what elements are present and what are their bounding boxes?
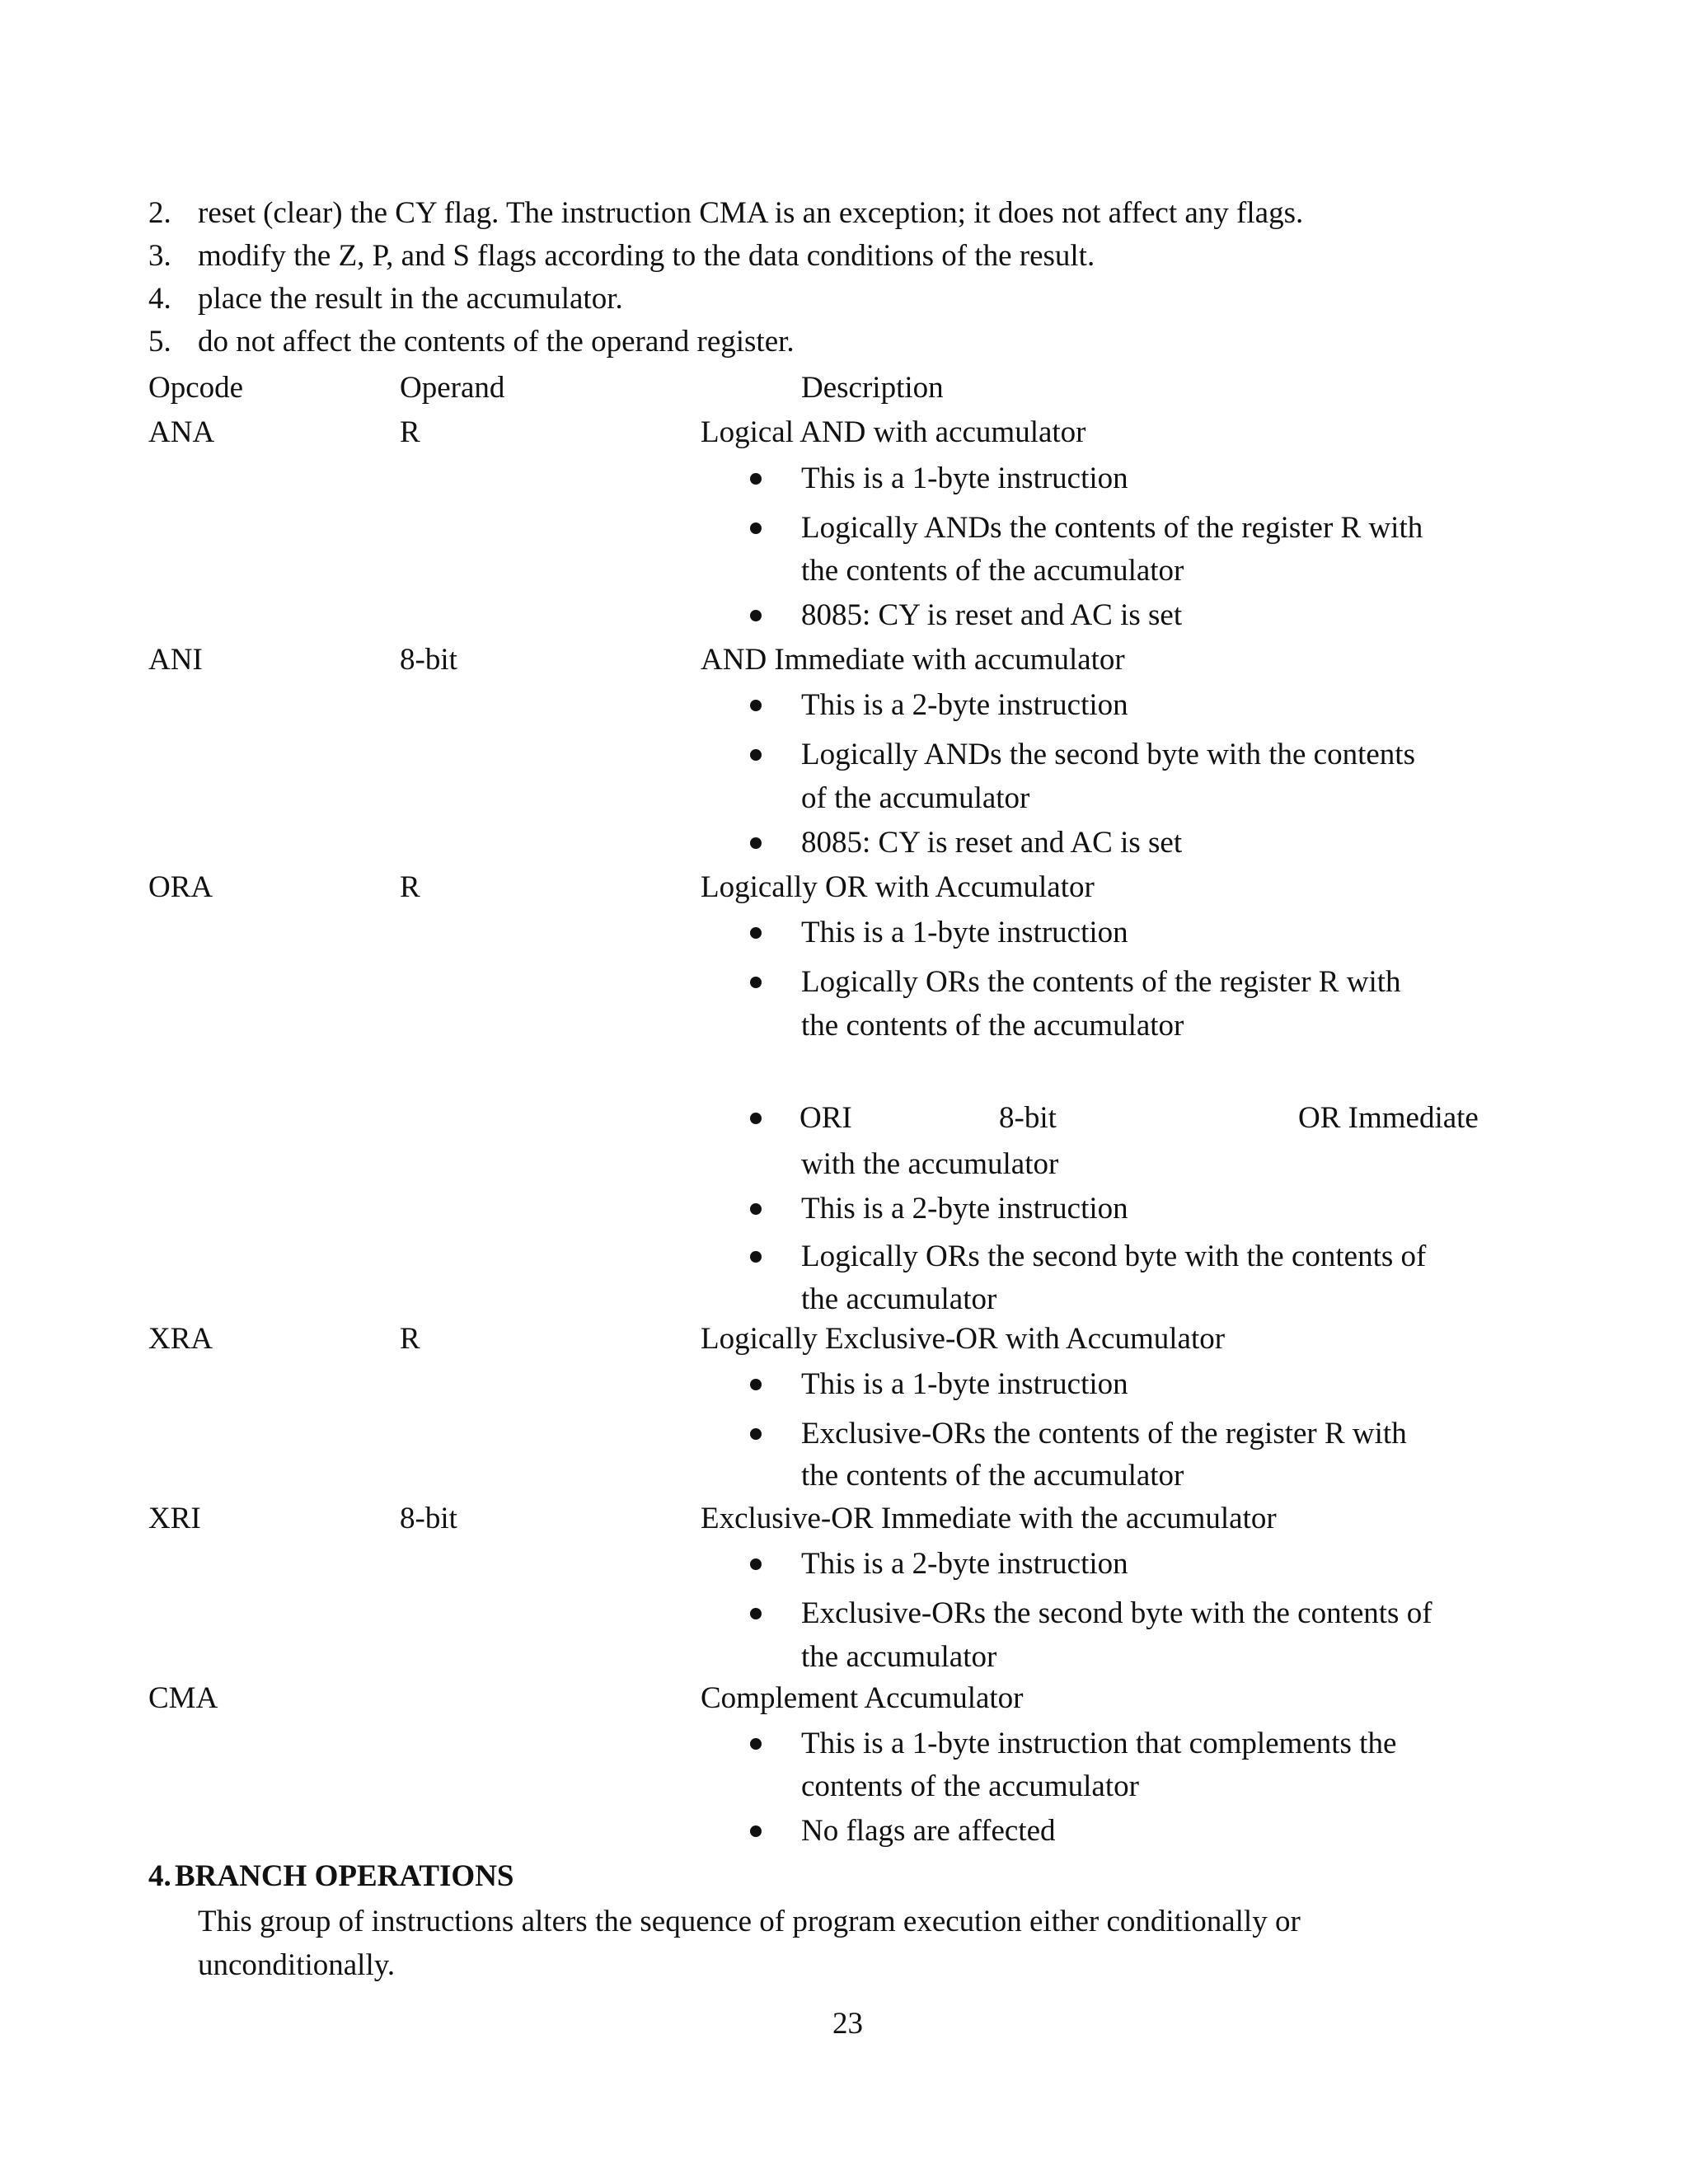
ana-bullet-2: Logically ANDs the contents of the register R with — [801, 511, 1423, 545]
opcode-xra: XRA — [148, 1322, 213, 1356]
bullet-icon — [750, 1738, 762, 1750]
bullet-icon — [750, 1558, 762, 1570]
description-ani: AND Immediate with accumulator — [701, 643, 1125, 677]
opcode-ora: ORA — [148, 870, 213, 904]
opcode-ani: ANI — [148, 643, 203, 677]
header-opcode: Opcode — [148, 371, 244, 405]
bullet-icon — [750, 1608, 762, 1619]
bullet-icon — [750, 837, 762, 849]
operand-ora: R — [400, 870, 420, 904]
description-xri: Exclusive-OR Immediate with the accumulator — [701, 1502, 1277, 1535]
bullet-icon — [750, 523, 762, 534]
list-item-text: reset (clear) the CY flag. The instruction CMA is an exception; it does not affect any flags. — [198, 196, 1304, 230]
opcode-ana: ANA — [148, 415, 215, 449]
cma-bullet-1-cont: contents of the accumulator — [801, 1769, 1139, 1803]
xri-bullet-1: This is a 2-byte instruction — [801, 1547, 1128, 1581]
xri-bullet-2: Exclusive-ORs the second byte with the contents of — [801, 1596, 1432, 1630]
bullet-icon — [750, 1428, 762, 1440]
xri-bullet-2-cont: the accumulator — [801, 1640, 997, 1674]
ora-bullet-1: This is a 1-byte instruction — [801, 916, 1128, 949]
list-number: 2. — [148, 196, 171, 230]
bullet-icon — [750, 1113, 762, 1124]
bullet-icon — [750, 927, 762, 939]
list-number: 3. — [148, 239, 171, 273]
ani-bullet-1: This is a 2-byte instruction — [801, 688, 1128, 722]
ani-bullet-2: Logically ANDs the second byte with the contents — [801, 738, 1415, 771]
bullet-icon — [750, 1825, 762, 1837]
bullet-icon — [750, 977, 762, 988]
operand-ani: 8-bit — [400, 643, 457, 677]
bullet-icon — [750, 610, 762, 621]
list-item-text: modify the Z, P, and S flags according to the data conditions of the result. — [198, 239, 1095, 273]
list-number: 4. — [148, 282, 171, 316]
xra-bullet-1: This is a 1-byte instruction — [801, 1367, 1128, 1401]
section-intro: This group of instructions alters the sequence of program execution either conditionally or — [198, 1905, 1301, 1938]
ana-bullet-2-cont: the contents of the accumulator — [801, 554, 1184, 588]
operand-xri: 8-bit — [400, 1502, 457, 1535]
section-number: 4. — [148, 1859, 171, 1893]
description-ori: OR Immediate — [1298, 1101, 1479, 1135]
bullet-icon — [750, 700, 762, 711]
xra-bullet-2-cont: the contents of the accumulator — [801, 1459, 1184, 1493]
description-ora: Logically OR with Accumulator — [701, 870, 1095, 904]
operand-ori: 8-bit — [999, 1101, 1057, 1135]
cma-bullet-1: This is a 1-byte instruction that complements the — [801, 1727, 1397, 1760]
bullet-icon — [750, 1251, 762, 1263]
opcode-xri: XRI — [148, 1502, 201, 1535]
ori-bullet-2-cont: the accumulator — [801, 1282, 997, 1316]
page-number: 23 — [832, 2007, 863, 2041]
description-ori-cont: with the accumulator — [801, 1147, 1059, 1181]
list-number: 5. — [148, 325, 171, 359]
bullet-icon — [750, 1203, 762, 1215]
operand-xra: R — [400, 1322, 420, 1356]
ori-bullet-2: Logically ORs the second byte with the contents of — [801, 1240, 1427, 1273]
xra-bullet-2: Exclusive-ORs the contents of the register R with — [801, 1417, 1407, 1451]
opcode-ori: ORI — [799, 1101, 852, 1135]
ora-bullet-2-cont: the contents of the accumulator — [801, 1009, 1184, 1043]
opcode-cma: CMA — [148, 1681, 218, 1715]
bullet-icon — [750, 749, 762, 761]
ana-bullet-3: 8085: CY is reset and AC is set — [801, 598, 1183, 632]
header-description: Description — [801, 371, 944, 405]
section-title: BRANCH OPERATIONS — [175, 1859, 514, 1893]
ani-bullet-2-cont: of the accumulator — [801, 781, 1030, 815]
list-item-text: do not affect the contents of the operand register. — [198, 325, 795, 359]
description-ana: Logical AND with accumulator — [701, 415, 1086, 449]
cma-bullet-2: No flags are affected — [801, 1814, 1056, 1848]
section-intro-cont: unconditionally. — [198, 1948, 396, 1982]
ani-bullet-3: 8085: CY is reset and AC is set — [801, 826, 1183, 860]
header-operand: Operand — [400, 371, 505, 405]
bullet-icon — [750, 473, 762, 485]
description-cma: Complement Accumulator — [701, 1681, 1024, 1715]
description-xra: Logically Exclusive-OR with Accumulator — [701, 1322, 1226, 1356]
operand-ana: R — [400, 415, 420, 449]
bullet-icon — [750, 1379, 762, 1390]
ori-bullet-1: This is a 2-byte instruction — [801, 1192, 1128, 1226]
ora-bullet-2: Logically ORs the contents of the register R with — [801, 965, 1401, 999]
list-item-text: place the result in the accumulator. — [198, 282, 623, 316]
ana-bullet-1: This is a 1-byte instruction — [801, 462, 1128, 495]
